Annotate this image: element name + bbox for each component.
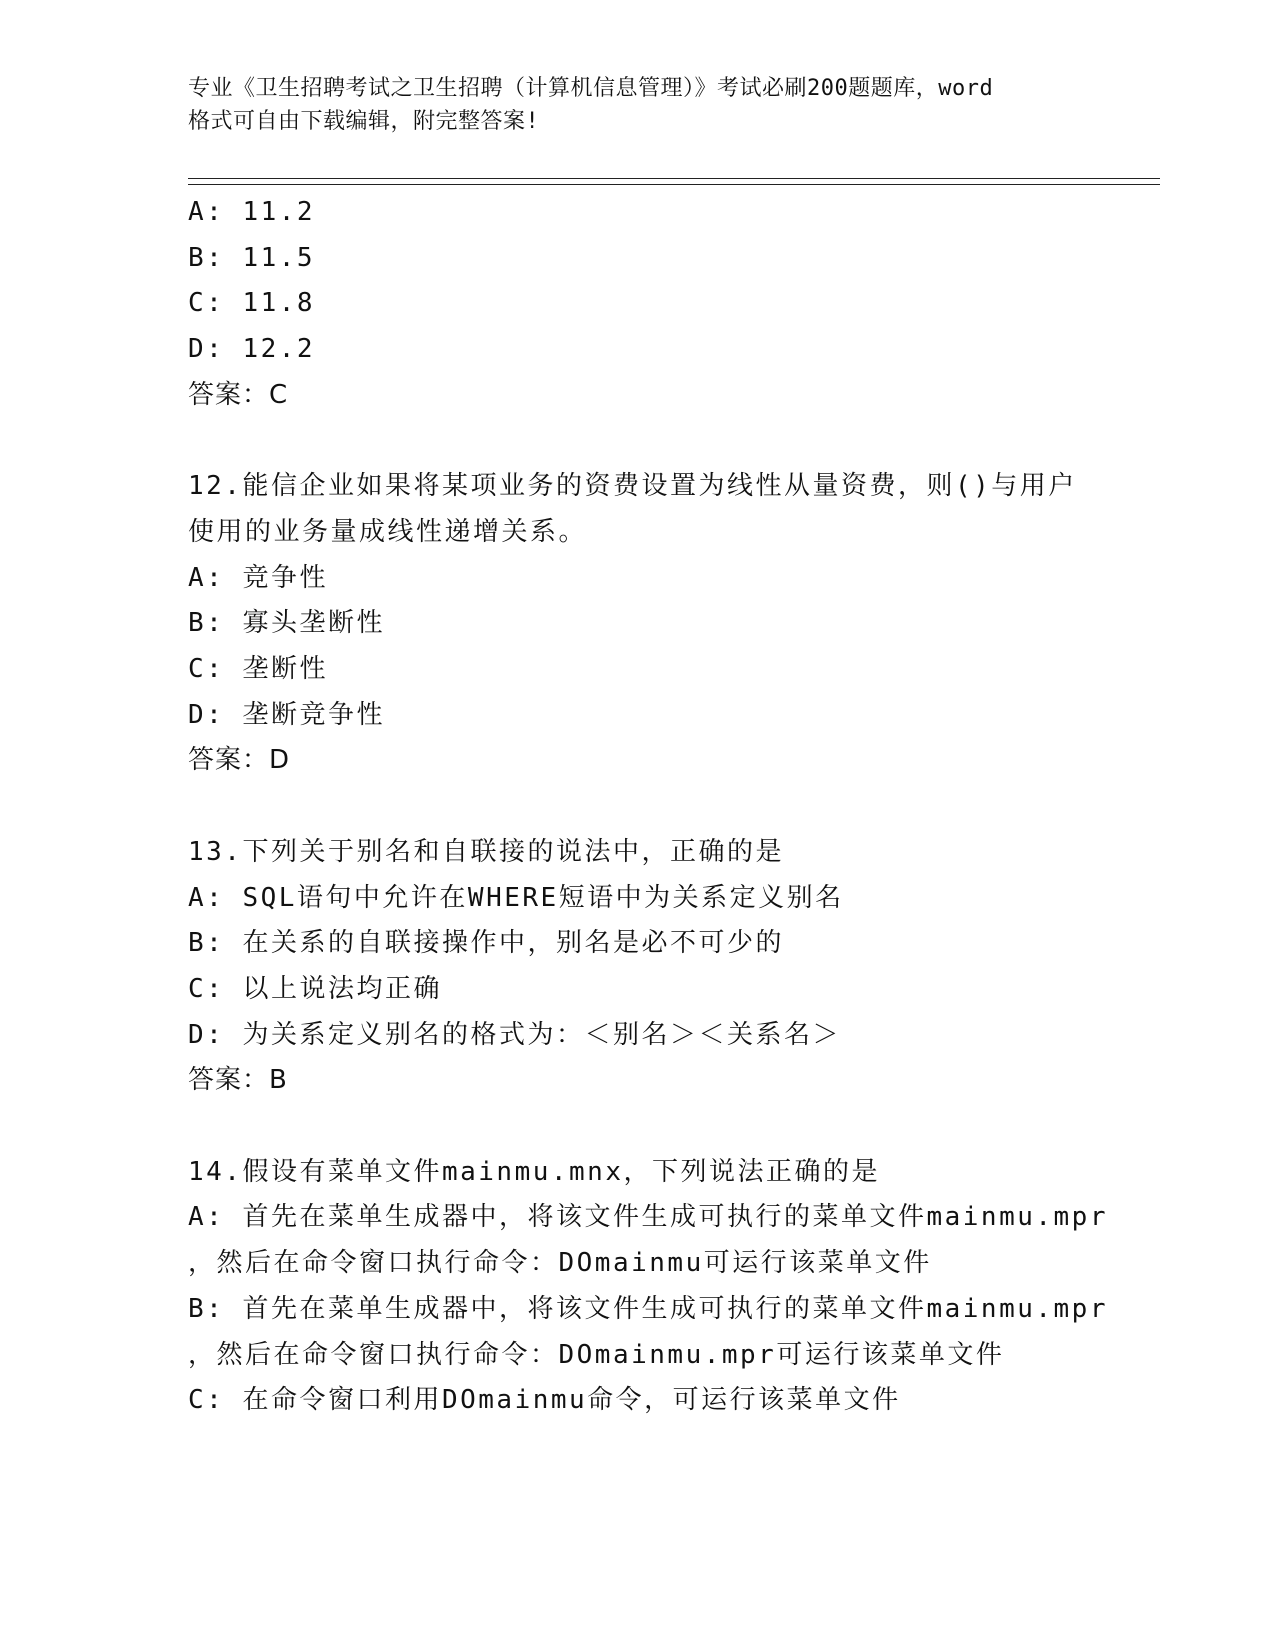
q13-option-b: B: 在关系的自联接操作中，别名是必不可少的: [188, 928, 784, 959]
q13-stem: 13.下列关于别名和自联接的说法中，正确的是: [188, 836, 784, 867]
q14-option-b-line-2: ，然后在命令窗口执行命令：DOmainmu.mpr可运行该菜单文件: [188, 1339, 1005, 1370]
header-divider-bottom: [188, 184, 1160, 185]
q11-option-c: C: 11.8: [188, 288, 316, 319]
q14-stem: 14.假设有菜单文件mainmu.mnx，下列说法正确的是: [188, 1156, 880, 1187]
q11-option-b: B: 11.5: [188, 242, 316, 273]
spacer: [188, 1104, 1118, 1150]
q11-answer: 答案：C: [188, 379, 289, 410]
q12-answer: 答案：D: [188, 745, 291, 776]
question-content: [188, 190, 1118, 1424]
question-12-block: [188, 464, 1118, 784]
q12-stem-line-1: 12.能信企业如果将某项业务的资费设置为线性从量资费，则()与用户: [188, 471, 1077, 502]
q13-option-a: A: SQL语句中允许在WHERE短语中为关系定义别名: [188, 882, 844, 913]
q14-option-b-line-1: B: 首先在菜单生成器中，将该文件生成可执行的菜单文件mainmu.mpr: [188, 1293, 1108, 1324]
header-divider-top: [188, 178, 1160, 179]
spacer: [188, 419, 1118, 465]
spacer: [188, 784, 1118, 830]
question-14-block: [188, 1150, 1118, 1424]
q12-option-c: C: 垄断性: [188, 654, 328, 685]
q13-answer: 答案：B: [188, 1065, 288, 1096]
question-11-block: [188, 190, 1118, 419]
q11-option-a: A: 11.2: [188, 197, 316, 227]
q11-option-d: D: 12.2: [188, 334, 316, 365]
question-13-block: [188, 830, 1118, 1104]
q12-option-d: D: 垄断竞争性: [188, 699, 385, 730]
q14-option-a-line-1: A: 首先在菜单生成器中，将该文件生成可执行的菜单文件mainmu.mpr: [188, 1202, 1108, 1233]
q14-option-c: C: 在命令窗口利用DOmainmu命令，可运行该菜单文件: [188, 1385, 901, 1416]
q12-option-a: A: 竞争性: [188, 562, 328, 593]
q13-option-c: C: 以上说法均正确: [188, 973, 442, 1004]
q12-option-b: B: 寡头垄断性: [188, 608, 385, 639]
q13-option-d: D: 为关系定义别名的格式为：＜别名＞＜关系名＞: [188, 1019, 841, 1050]
q14-option-a-line-2: ，然后在命令窗口执行命令：DOmainmu可运行该菜单文件: [188, 1248, 932, 1279]
header-line-2: 格式可自由下载编辑，附完整答案!: [188, 109, 540, 134]
document-header: [188, 72, 1088, 138]
header-line-1: 专业《卫生招聘考试之卫生招聘（计算机信息管理）》考试必刷200题题库，word: [188, 76, 994, 101]
q12-stem-line-2: 使用的业务量成线性递增关系。: [188, 516, 588, 547]
